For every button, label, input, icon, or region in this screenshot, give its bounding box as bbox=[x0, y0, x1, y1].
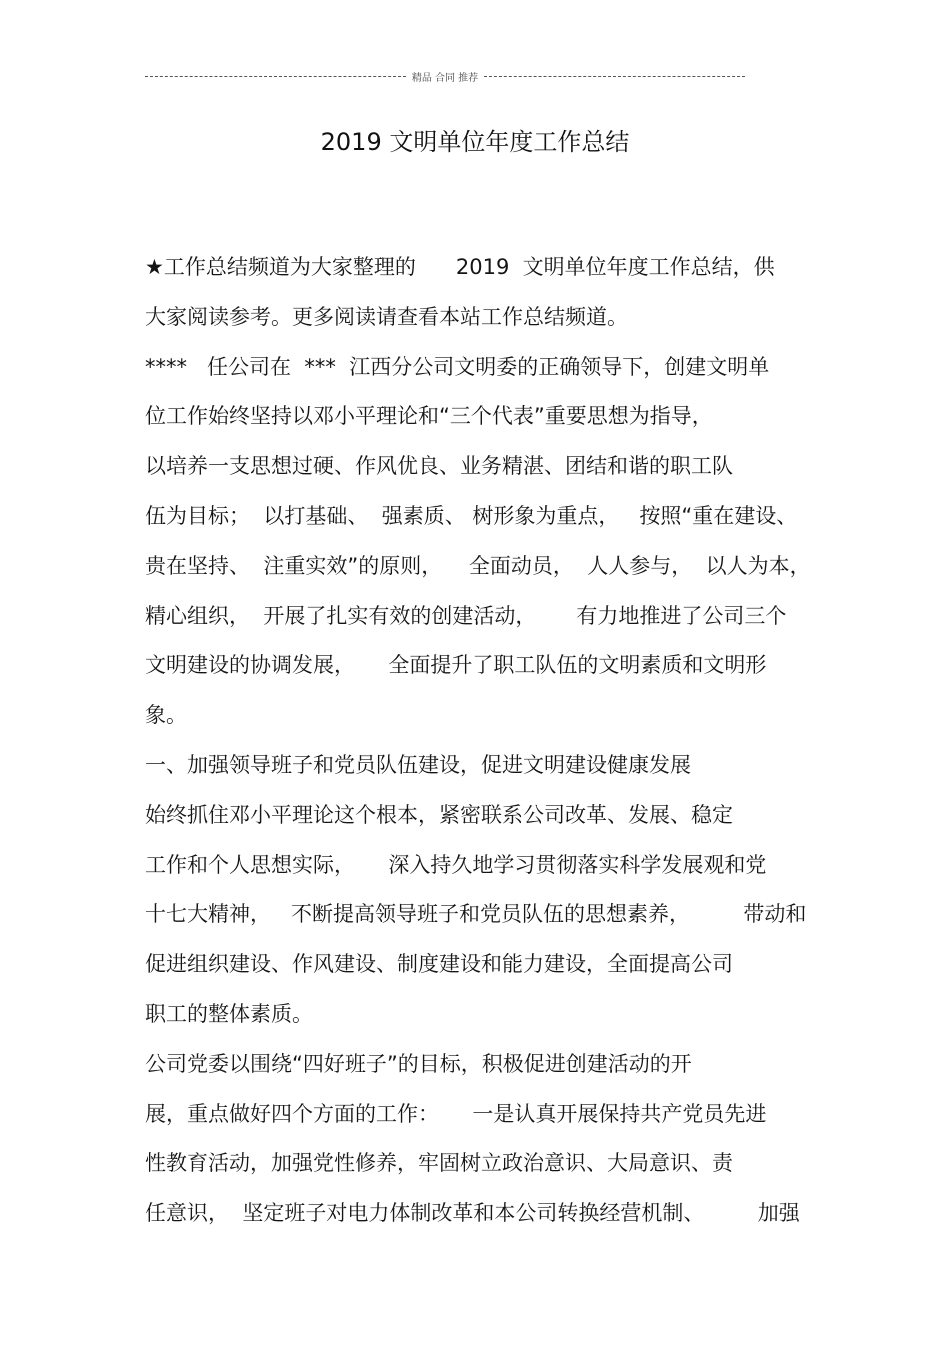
text-line: 文明建设的协调发展， 全面提升了职工队伍的文明素质和文明形 bbox=[145, 653, 767, 678]
text-line: 工作和个人思想实际， 深入持久地学习贯彻落实科学发展观和党 bbox=[145, 852, 767, 877]
text-line: 促进组织建设、作风建设、制度建设和能力建设，全面提高公司 bbox=[145, 952, 733, 977]
text-line: 精心组织， 开展了扎实有效的创建活动， 有力地推进了公司三个 bbox=[145, 603, 787, 628]
text-line: 十七大精神， 不断提高领导班子和党员队伍的思想素养， 带动和 bbox=[145, 902, 807, 927]
text-line: 性教育活动，加强党性修养，牢固树立政治意识、大局意识、责 bbox=[145, 1151, 733, 1176]
text-line: 以培养一支思想过硬、作风优良、业务精湛、团结和谐的职工队 bbox=[145, 454, 733, 479]
header-text: 精品 合同 推荐 bbox=[411, 72, 479, 84]
text-line: 大家阅读参考。更多阅读请查看本站工作总结频道。 bbox=[145, 304, 628, 329]
text-line: 始终抓住邓小平理论这个根本，紧密联系公司改革、发展、稳定 bbox=[145, 802, 733, 827]
page-header bbox=[145, 66, 745, 86]
header-divider-right bbox=[484, 76, 745, 77]
text-line: 贵在坚持、 注重实效”的原则， 全面动员， 人人参与， 以人为本， bbox=[145, 553, 811, 578]
text-line: 职工的整体素质。 bbox=[145, 1001, 313, 1026]
section-heading: 一、加强领导班子和党员队伍建设，促进文明建设健康发展 bbox=[145, 752, 691, 777]
text-line: **** 任公司在 *** 江西分公司文明委的正确领导下，创建文明单 bbox=[145, 354, 770, 379]
text-line: 伍为目标； 以打基础、 强素质、 树形象为重点， 按照“重在建设、 bbox=[145, 503, 798, 528]
text-line: 公司党委以围绕“四好班子”的目标，积极促进创建活动的开 bbox=[145, 1051, 692, 1076]
header-divider-left bbox=[145, 76, 406, 77]
text-line: ★工作总结频道为大家整理的 2019 文明单位年度工作总结，供 bbox=[145, 255, 775, 279]
text-line: 象。 bbox=[145, 703, 187, 728]
document-title: 2019 文明单位年度工作总结 bbox=[320, 128, 630, 156]
text-line: 展，重点做好四个方面的工作： 一是认真开展保持共产党员先进 bbox=[145, 1101, 767, 1126]
text-line: 任意识， 坚定班子对电力体制改革和本公司转换经营机制、 加强 bbox=[145, 1201, 800, 1226]
text-line: 位工作始终坚持以邓小平理论和“三个代表”重要思想为指导， bbox=[145, 404, 713, 429]
document-body bbox=[145, 243, 825, 1239]
